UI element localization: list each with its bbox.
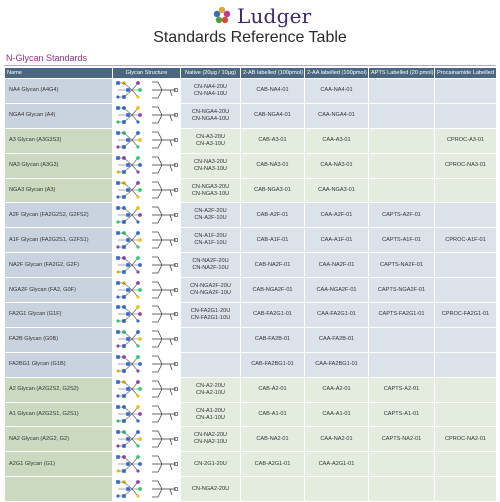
2aa-code: CAA-FA2B-01 — [305, 327, 369, 352]
column-header-procainamide: Procainamide Labelled — [435, 68, 497, 79]
native-code-line: CN-NA2F-10U — [192, 265, 229, 272]
native-code-line: CN-A3-10U — [196, 140, 225, 147]
native-code-line: CN-A2F-20U — [194, 208, 227, 215]
glycan-name: NGA4 Glycan (A4) — [5, 103, 113, 128]
glycan-structure-cell — [113, 153, 181, 178]
glycan-structure-cell — [113, 402, 181, 427]
table-row — [5, 352, 497, 377]
glycan-structure-icon — [114, 353, 180, 376]
apts-code: CAPTS-A2F-01 — [369, 203, 435, 228]
column-header-structure: Glycan Structure — [113, 68, 181, 79]
2ab-code: CAB-A2-01 — [241, 377, 305, 402]
table-row — [5, 278, 497, 303]
procainamide-code — [435, 402, 497, 427]
native-code-line: CN-NGA4-10U — [191, 115, 230, 122]
2aa-code: CAA-A3-01 — [305, 128, 369, 153]
glycan-structure-cell — [113, 228, 181, 253]
glycan-name: A1F Glycan (FA2G2S1, G2FS1) — [5, 228, 113, 253]
glycan-name: NA4 Glycan (A4G4) — [5, 79, 113, 104]
native-code-line: CN-FA2G1-10U — [190, 314, 231, 321]
table-row — [5, 477, 497, 502]
apts-code — [369, 352, 435, 377]
column-header-2aa: 2-AA labelled (100pmol) — [305, 68, 369, 79]
table-row — [5, 178, 497, 203]
ludger-logo-icon — [209, 5, 235, 27]
glycan-name: A2 Glycan (A2G2S2, G2S2) — [5, 377, 113, 402]
native-code-line: CN-NA3-10U — [194, 165, 227, 172]
procainamide-code — [435, 477, 497, 502]
procainamide-code — [435, 327, 497, 352]
apts-code: CAPTS-A1F-01 — [369, 228, 435, 253]
table-row — [5, 303, 497, 328]
section-title: N-Glycan Standards — [6, 53, 88, 63]
2ab-code: CAB-FA2B-01 — [241, 327, 305, 352]
glycan-name: FA2G1 Glycan (G1F) — [5, 303, 113, 328]
native-code-line: CN-A1F-20U — [194, 233, 227, 240]
native-code — [181, 303, 241, 328]
section-divider — [4, 65, 496, 66]
native-code — [181, 128, 241, 153]
native-code-line: CN-A2-20U — [196, 382, 225, 389]
2aa-code: CAA-A2G1-01 — [305, 452, 369, 477]
procainamide-code — [435, 79, 497, 104]
2aa-code: CAA-NA4-01 — [305, 79, 369, 104]
native-code — [181, 278, 241, 303]
procainamide-code — [435, 103, 497, 128]
2ab-code: CAB-FA2BG1-01 — [241, 352, 305, 377]
apts-code — [369, 327, 435, 352]
glycan-structure-cell — [113, 253, 181, 278]
native-code-line: CN-A2F-10U — [194, 215, 227, 222]
table-row — [5, 153, 497, 178]
glycan-structure-cell — [113, 377, 181, 402]
glycan-structure-cell — [113, 477, 181, 502]
native-code-line: CN-A1F-10U — [194, 240, 227, 247]
native-code-line: CN-A1-10U — [196, 414, 225, 421]
2ab-code: CAB-NGA4-01 — [241, 103, 305, 128]
2aa-code — [305, 477, 369, 502]
native-code-line: CN-A1-20U — [196, 407, 225, 414]
apts-code — [369, 79, 435, 104]
native-code — [181, 427, 241, 452]
2ab-code — [241, 477, 305, 502]
brand-logo — [209, 4, 311, 28]
apts-code — [369, 153, 435, 178]
2aa-code: CAA-A2-01 — [305, 377, 369, 402]
glycan-structure-icon — [114, 179, 180, 202]
apts-code — [369, 452, 435, 477]
native-code-line: CN-2G1-20U — [194, 460, 227, 467]
procainamide-code — [435, 452, 497, 477]
2ab-code: CAB-FA2G1-01 — [241, 303, 305, 328]
glycan-structure-icon — [114, 478, 180, 501]
2aa-code: CAA-NGA2F-01 — [305, 278, 369, 303]
2ab-code: CAB-A2G1-01 — [241, 452, 305, 477]
procainamide-code — [435, 178, 497, 203]
2aa-code: CAA-NGA4-01 — [305, 103, 369, 128]
page-header — [0, 0, 500, 52]
glycan-name — [5, 477, 113, 502]
table-row — [5, 452, 497, 477]
glycan-structure-icon — [114, 254, 180, 277]
native-code-line: CN-NA2F-20U — [192, 258, 229, 265]
2ab-code: CAB-NA2-01 — [241, 427, 305, 452]
native-code-line: CN-NA4-10U — [194, 90, 227, 97]
glycan-name: A2F Glycan (FA2G2S2, G2FS2) — [5, 203, 113, 228]
table-row — [5, 377, 497, 402]
glycan-structure-icon — [114, 303, 180, 326]
column-header-2ab: 2-AB labelled (100pmol) — [241, 68, 305, 79]
glycan-name: FA2BG1 Glycan (G1B) — [5, 352, 113, 377]
page-title: Standards Reference Table — [153, 29, 347, 46]
native-code-line: CN-A3-20U — [196, 133, 225, 140]
2aa-code: CAA-NA3-01 — [305, 153, 369, 178]
glycan-structure-cell — [113, 352, 181, 377]
procainamide-code: CPROC-NA2-01 — [435, 427, 497, 452]
table-header-row — [5, 68, 497, 79]
2aa-code: CAA-A1F-01 — [305, 228, 369, 253]
apts-code — [369, 178, 435, 203]
glycan-structure-cell — [113, 452, 181, 477]
glycan-structure-icon — [114, 428, 180, 451]
glycan-structure-icon — [114, 378, 180, 401]
glycan-structure-icon — [114, 328, 180, 351]
apts-code: CAPTS-A2-01 — [369, 377, 435, 402]
native-code-line: CN-NGA2F-10U — [190, 290, 231, 297]
apts-code: CAPTS-NA2-01 — [369, 427, 435, 452]
native-code — [181, 228, 241, 253]
native-code-line: CN-NGA4-20U — [191, 108, 230, 115]
native-code — [181, 377, 241, 402]
2aa-code: CAA-A1-01 — [305, 402, 369, 427]
apts-code: CAPTS-NA2F-01 — [369, 253, 435, 278]
2ab-code: CAB-NA3-01 — [241, 153, 305, 178]
table-row — [5, 103, 497, 128]
procainamide-code — [435, 278, 497, 303]
native-code — [181, 79, 241, 104]
column-header-native: Native (20μg / 10μg) — [181, 68, 241, 79]
glycan-structure-cell — [113, 303, 181, 328]
native-code-line: CN-NGA2F-20U — [190, 283, 231, 290]
glycan-name: NA2 Glycan (A2G2, G2) — [5, 427, 113, 452]
native-code — [181, 178, 241, 203]
native-code-line: CN-A2-10U — [196, 389, 225, 396]
native-code-line: CN-NA3-20U — [194, 158, 227, 165]
2aa-code: CAA-NGA3-01 — [305, 178, 369, 203]
glycan-structure-icon — [114, 229, 180, 252]
native-code-line: CN-NA2-20U — [194, 432, 227, 439]
glycan-structure-icon — [114, 129, 180, 152]
glycan-name: NGA3 Glycan (A3) — [5, 178, 113, 203]
2ab-code: CAB-A3-01 — [241, 128, 305, 153]
glycan-name: FA2B Glycan (G0B) — [5, 327, 113, 352]
glycan-structure-cell — [113, 203, 181, 228]
2ab-code: CAB-NA2F-01 — [241, 253, 305, 278]
glycan-structure-icon — [114, 104, 180, 127]
native-code — [181, 402, 241, 427]
native-code-line: CN-NGA2-20U — [191, 485, 230, 492]
2ab-code: CAB-A1-01 — [241, 402, 305, 427]
native-code-line: CN-NA4-20U — [194, 83, 227, 90]
native-code-line: CN-NGA3-10U — [191, 190, 230, 197]
table-row — [5, 402, 497, 427]
2ab-code: CAB-A2F-01 — [241, 203, 305, 228]
native-code — [181, 477, 241, 502]
glycan-structure-icon — [114, 154, 180, 177]
2ab-code: CAB-NGA3-01 — [241, 178, 305, 203]
apts-code: CAPTS-NGA2F-01 — [369, 278, 435, 303]
glycan-name: NA2F Glycan (FA2G2, G2F) — [5, 253, 113, 278]
native-code — [181, 452, 241, 477]
apts-code: CAPTS-A1-01 — [369, 402, 435, 427]
glycan-name: A1 Glycan (A2G2S1, G2S1) — [5, 402, 113, 427]
table-row — [5, 79, 497, 104]
apts-code — [369, 103, 435, 128]
glycan-structure-icon — [114, 403, 180, 426]
glycan-structure-cell — [113, 278, 181, 303]
procainamide-code: CPROC-NA3-01 — [435, 153, 497, 178]
glycan-structure-icon — [114, 279, 180, 302]
apts-code — [369, 128, 435, 153]
native-code — [181, 352, 241, 377]
2ab-code: CAB-NGA2F-01 — [241, 278, 305, 303]
glycan-name: A3 Glycan (A3G3S3) — [5, 128, 113, 153]
glycan-name: NA3 Glycan (A3G3) — [5, 153, 113, 178]
apts-code: CAPTS-FA2G1-01 — [369, 303, 435, 328]
column-header-name: Name — [5, 68, 113, 79]
glycan-structure-cell — [113, 79, 181, 104]
native-code-line: CN-NA2-10U — [194, 439, 227, 446]
glycan-structure-cell — [113, 327, 181, 352]
2aa-code: CAA-FA2BG1-01 — [305, 352, 369, 377]
procainamide-code — [435, 203, 497, 228]
table-body — [5, 79, 497, 502]
procainamide-code: CPROC-A1F-01 — [435, 228, 497, 253]
native-code — [181, 203, 241, 228]
table-row — [5, 203, 497, 228]
native-code-line: CN-NGA3-20U — [191, 183, 230, 190]
native-code — [181, 103, 241, 128]
glycan-name: NGA2F Glycan (FA2, G0F) — [5, 278, 113, 303]
2aa-code: CAA-NA2F-01 — [305, 253, 369, 278]
brand-name: Ludger — [237, 4, 312, 28]
2aa-code: CAA-NA2-01 — [305, 427, 369, 452]
2ab-code: CAB-A1F-01 — [241, 228, 305, 253]
glycan-structure-cell — [113, 103, 181, 128]
native-code — [181, 253, 241, 278]
native-code-line: CN-FA2G1-20U — [190, 307, 231, 314]
table-row — [5, 253, 497, 278]
glycan-structure-cell — [113, 128, 181, 153]
native-code — [181, 327, 241, 352]
procainamide-code — [435, 377, 497, 402]
glycan-structure-icon — [114, 204, 180, 227]
2aa-code: CAA-A2F-01 — [305, 203, 369, 228]
procainamide-code — [435, 253, 497, 278]
2aa-code: CAA-FA2G1-01 — [305, 303, 369, 328]
column-header-apts: APTS Labelled (20 pmol) — [369, 68, 435, 79]
2ab-code: CAB-NA4-01 — [241, 79, 305, 104]
glycan-structure-cell — [113, 427, 181, 452]
glycan-structure-cell — [113, 178, 181, 203]
table-row — [5, 427, 497, 452]
glycan-name: A2G1 Glycan (G1) — [5, 452, 113, 477]
glycan-structure-icon — [114, 79, 180, 102]
table-row — [5, 327, 497, 352]
procainamide-code: CPROC-A3-01 — [435, 128, 497, 153]
procainamide-code: CPROC-FA2G1-01 — [435, 303, 497, 328]
procainamide-code — [435, 352, 497, 377]
standards-table — [4, 67, 497, 502]
table-row — [5, 128, 497, 153]
glycan-structure-icon — [114, 453, 180, 476]
apts-code — [369, 477, 435, 502]
table-row — [5, 228, 497, 253]
native-code — [181, 153, 241, 178]
